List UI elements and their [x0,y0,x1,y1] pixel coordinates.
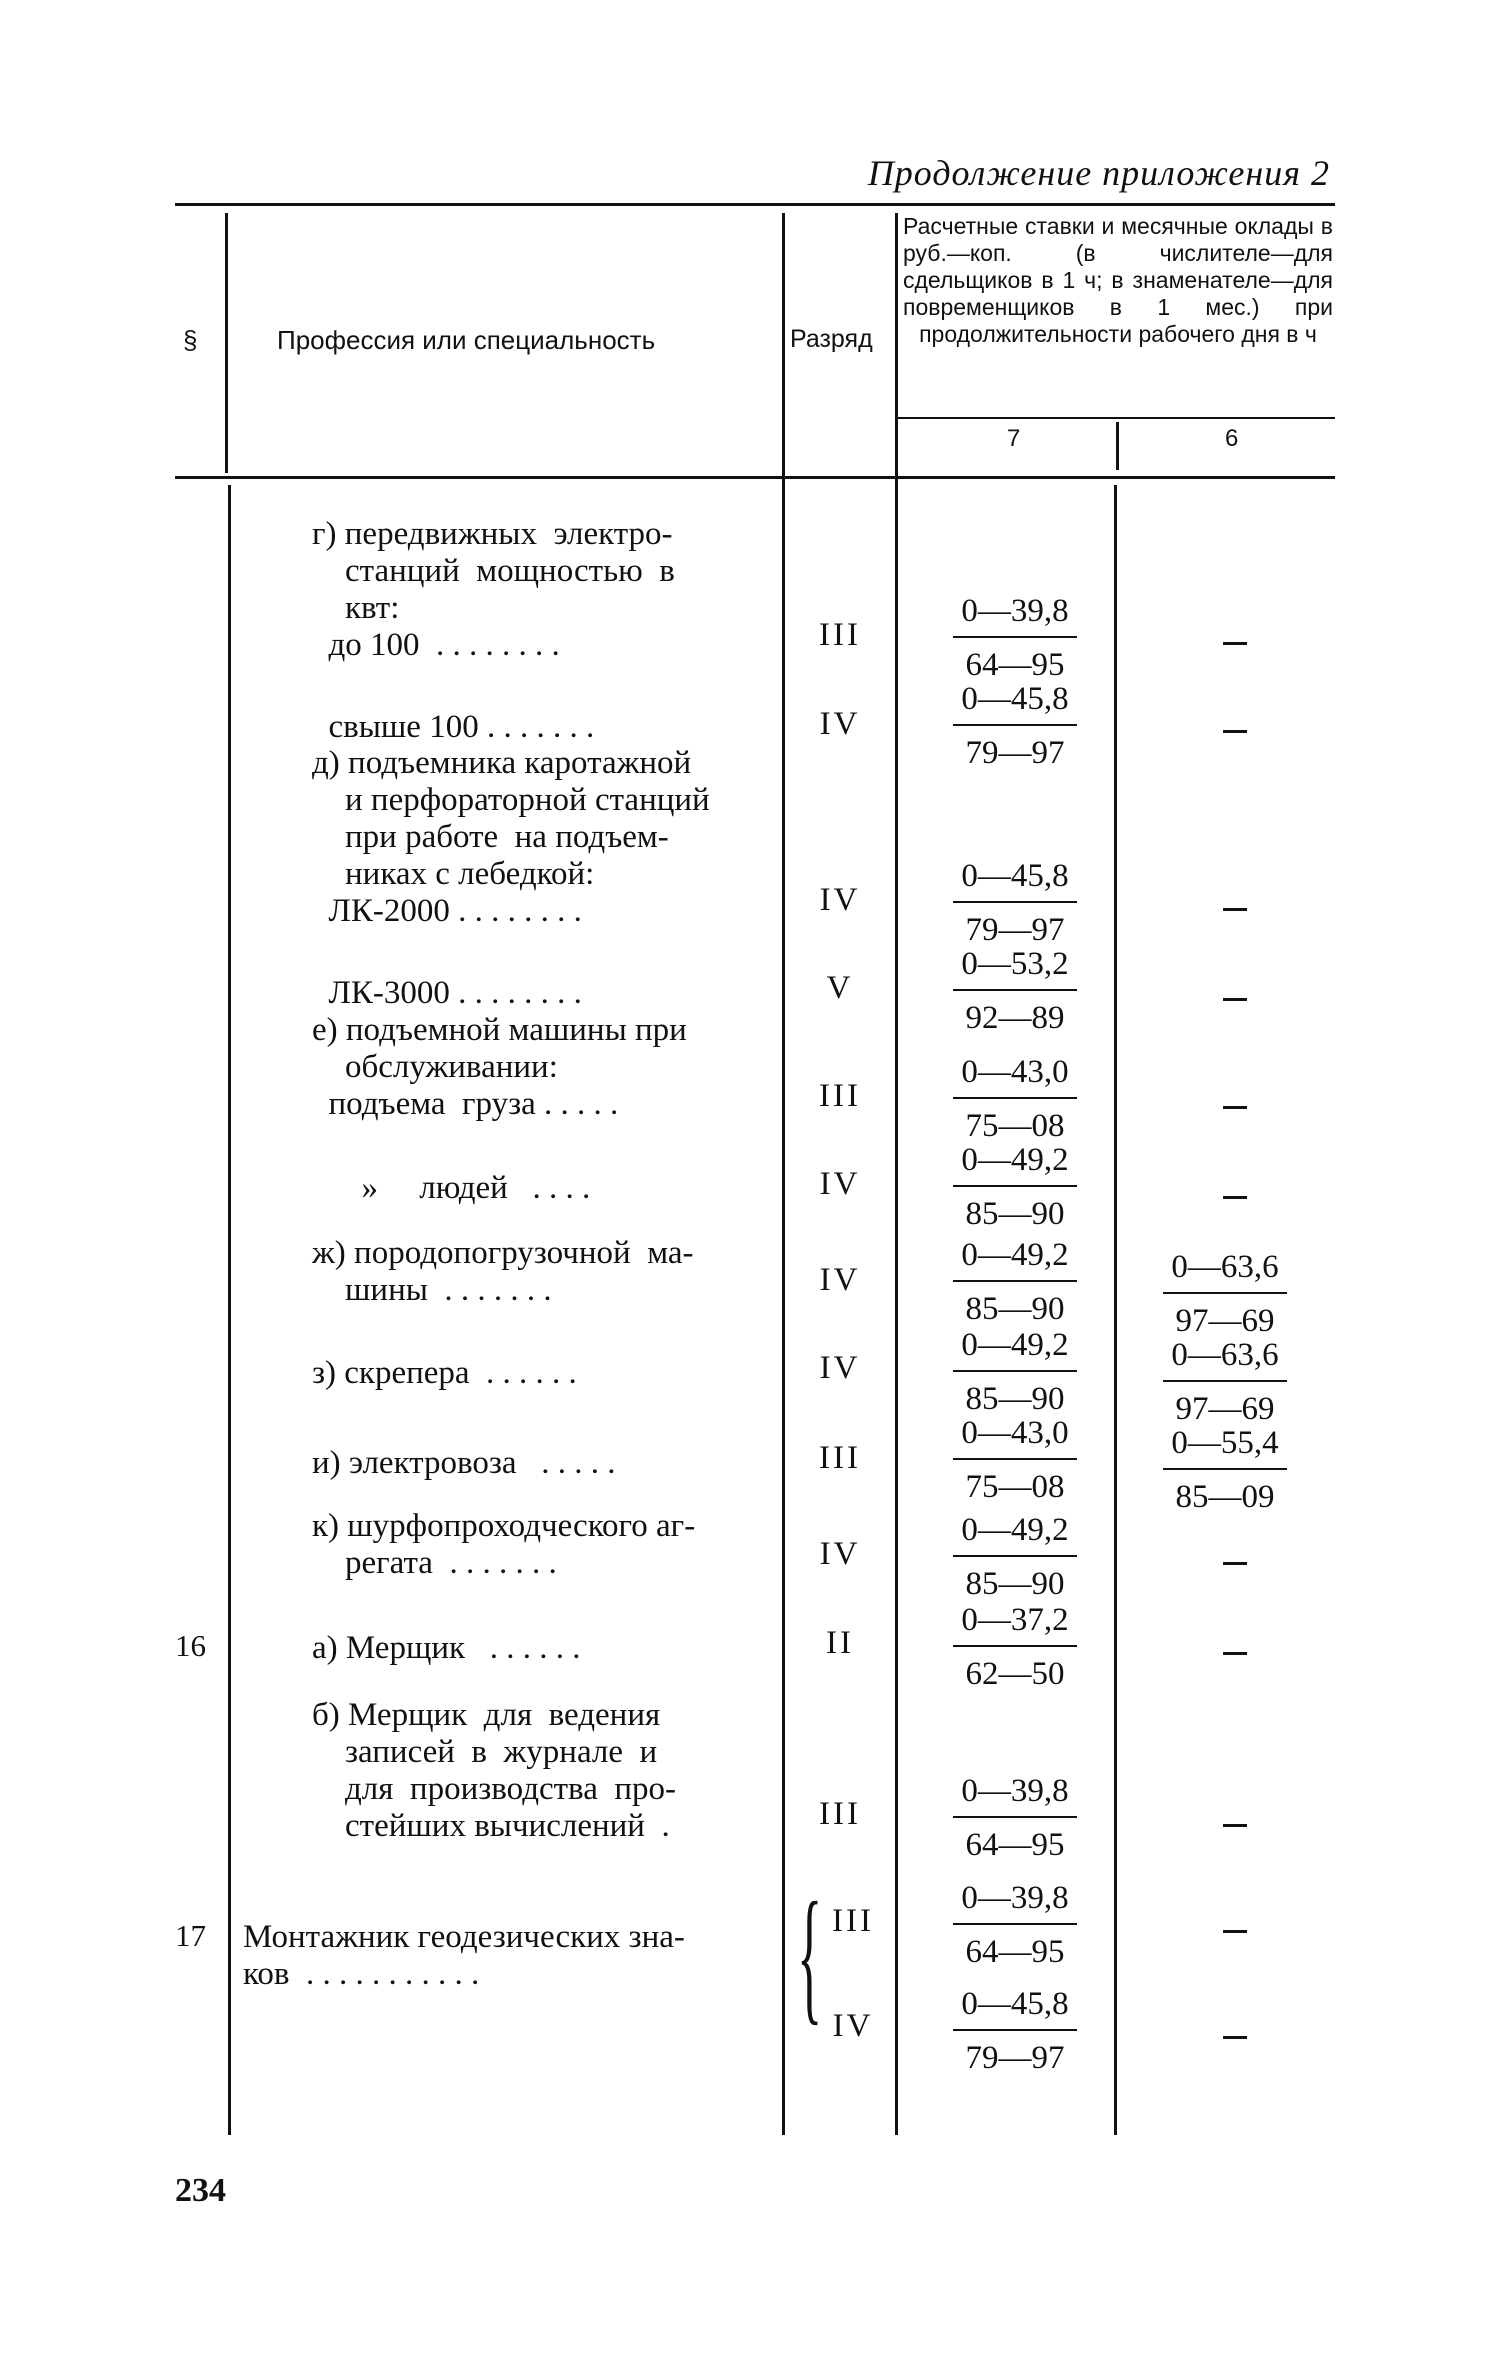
rate-hourly: 0—43,0 [961,1054,1069,1090]
grade-value: III [819,1440,861,1476]
page-number: 234 [175,2172,226,2209]
grade-value: IV [819,1166,861,1202]
rate-monthly: 85—90 [965,1566,1065,1602]
profession-label: Монтажник геодезических зна- ков . . . . . . . . . . . [243,1919,685,1992]
table-top-rule [175,203,1335,206]
profession-label: д) подъемника каротажной и перфораторной станций при работе на подъем- никах с лебедкой: ЛК-2000 . . . . . . . . [312,745,710,929]
rate-col7 [925,1414,1105,1506]
profession-label: з) скрепера . . . . . . [312,1355,577,1391]
rate-col7 [925,857,1105,949]
running-head: Продолжение приложения 2 [867,153,1330,193]
grade-value: IV [819,882,861,918]
rate-monthly: 85—90 [965,1291,1065,1327]
rate-col6 [1135,1336,1315,1428]
rate-hourly: 0—49,2 [961,1512,1069,1548]
rate-hourly: 0—39,8 [961,593,1069,629]
rate-hourly: 0—43,0 [961,1415,1069,1451]
empty-col6-dash [1223,730,1247,733]
rate-monthly: 97—69 [1175,1303,1275,1339]
empty-col6-dash [1223,642,1247,645]
rate-hourly: 0—49,2 [961,1237,1069,1273]
profession-label: свыше 100 . . . . . . . [312,709,595,745]
grade-value: III [819,1796,861,1832]
rate-monthly: 64—95 [965,1934,1065,1970]
profession-label: г) передвижных электро- станций мощностью в квт: до 100 . . . . . . . . [312,516,675,663]
rate-col7 [925,1879,1105,1971]
rate-hourly: 0—49,2 [961,1327,1069,1363]
column-divider-7-6-body [1114,485,1117,2135]
profession-label: ЛК-3000 . . . . . . . . [312,975,582,1011]
header-section-symbol: § [183,325,198,355]
rate-col7 [925,1511,1105,1603]
header-bottom-rule [175,476,1335,479]
profession-label: е) подъемной машины при обслуживании: подъема груза . . . . . [312,1012,687,1122]
rate-hourly: 0—45,8 [961,681,1069,717]
grade-value: IV [832,2008,874,2044]
header-col-6: 6 [1225,425,1239,452]
column-divider-7-6 [1116,422,1119,470]
rate-monthly: 75—08 [965,1469,1065,1505]
profession-label: б) Мерщик для ведения записей в журнале и для производства про- стейших вычислений . [312,1697,676,1844]
rate-col7 [925,680,1105,772]
rate-monthly: 62—50 [965,1656,1065,1692]
grade-value: IV [819,1350,861,1386]
profession-label: и) электровоза . . . . . [312,1445,616,1481]
empty-col6-dash [1223,1824,1247,1827]
profession-label: ж) породопогрузочной ма- шины . . . . . . . [312,1235,694,1308]
empty-col6-dash [1223,908,1247,911]
rate-monthly: 79—97 [965,912,1065,948]
rate-col7 [925,1053,1105,1145]
column-divider-section [225,213,228,473]
grade-value: IV [819,1536,861,1572]
empty-col6-dash [1223,998,1247,1001]
rate-col7 [925,1141,1105,1233]
grade-value: III [832,1903,874,1939]
empty-col6-dash [1223,1562,1247,1565]
rate-monthly: 85—09 [1175,1479,1275,1515]
rate-hourly: 0—53,2 [961,946,1069,982]
section-number: 17 [175,1918,206,1953]
rate-hourly: 0—39,8 [961,1880,1069,1916]
rate-col7 [925,1601,1105,1693]
rate-col7 [925,1326,1105,1418]
rate-hourly: 0—49,2 [961,1142,1069,1178]
profession-label: а) Мерщик . . . . . . [312,1630,581,1666]
rate-hourly: 0—55,4 [1171,1425,1279,1461]
header-col-7: 7 [1007,425,1021,452]
rate-hourly: 0—39,8 [961,1773,1069,1809]
rate-col6 [1135,1248,1315,1340]
rate-monthly: 64—95 [965,1827,1065,1863]
grade-brace: { [797,1872,823,2038]
rate-monthly: 97—69 [1175,1391,1275,1427]
header-grade: Разряд [790,325,873,353]
empty-col6-dash [1223,1106,1247,1109]
rate-col6 [1135,1424,1315,1516]
rate-hourly: 0—63,6 [1171,1337,1279,1373]
empty-col6-dash [1223,1652,1247,1655]
header-rates: Расчетные ставки и месячные оклады в руб.—коп. (в числителе—для сдельщиков в 1 ч; в знаменателе—для повременщиков в 1 мес.) при продолжительности рабочего дня в ч [903,213,1333,347]
profession-label: к) шурфопроходческого аг- регата . . . . . . . [312,1508,696,1581]
rate-hourly: 0—45,8 [961,858,1069,894]
rate-col7 [925,945,1105,1037]
rate-monthly: 92—89 [965,1000,1065,1036]
grade-value: II [826,1625,854,1661]
header-profession: Профессия или специальность [277,325,656,355]
rates-subheader-rule [898,417,1335,419]
rate-monthly: 85—90 [965,1196,1065,1232]
rate-col7 [925,1985,1105,2077]
rate-monthly: 85—90 [965,1381,1065,1417]
section-number: 16 [175,1628,206,1663]
grade-value: IV [819,706,861,742]
grade-value: III [819,1078,861,1114]
rate-hourly: 0—45,8 [961,1986,1069,2022]
rate-monthly: 64—95 [965,647,1065,683]
profession-label: » людей . . . . [312,1170,591,1206]
rate-hourly: 0—37,2 [961,1602,1069,1638]
rate-col7 [925,592,1105,684]
column-divider-section-body [228,485,231,2135]
grade-value: III [819,617,861,653]
rate-hourly: 0—63,6 [1171,1249,1279,1285]
grade-value: V [826,970,854,1006]
empty-col6-dash [1223,2036,1247,2039]
rate-col7 [925,1236,1105,1328]
rate-monthly: 75—08 [965,1108,1065,1144]
empty-col6-dash [1223,1196,1247,1199]
grade-value: IV [819,1262,861,1298]
rate-monthly: 79—97 [965,735,1065,771]
rate-monthly: 79—97 [965,2040,1065,2076]
empty-col6-dash [1223,1930,1247,1933]
rate-col7 [925,1772,1105,1864]
column-divider-grade [782,213,785,2135]
column-divider-rates [895,213,898,2135]
